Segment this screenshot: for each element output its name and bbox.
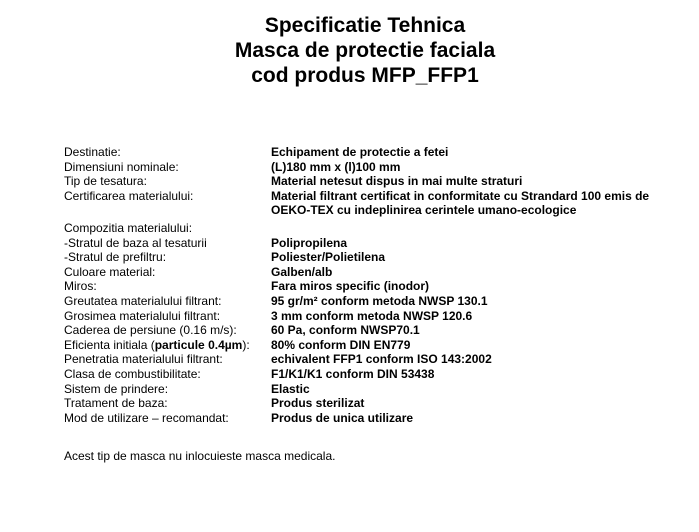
spec-row-cadere-presiune [64, 323, 684, 338]
spec-row-dimensiuni [64, 160, 684, 175]
title-line-1: Specificatie Tehnica [264, 14, 466, 37]
spec-value: (L)180 mm x (l)100 mm [271, 159, 401, 174]
spec-value: Elastic [271, 381, 310, 396]
spec-row-eficienta [64, 338, 684, 353]
spec-label: Penetratia materialului filtrant: [64, 352, 223, 367]
spec-row-tratament [64, 396, 684, 411]
spec-label: Greutatea materialului filtrant: [64, 293, 222, 308]
title-line-2: Masca de protectie faciala [234, 39, 496, 62]
spec-value: Galben/alb [271, 264, 333, 279]
spec-label: -Stratul de prefiltru: [64, 250, 167, 265]
document-title [0, 13, 699, 88]
spec-value: 60 Pa, conform NWSP70.1 [271, 323, 420, 338]
spec-row-culoare [64, 265, 684, 280]
spec-label: Tratament de baza: [64, 396, 168, 411]
spec-label [64, 338, 271, 353]
spec-value: Echipament de protectie a fetei [271, 145, 449, 159]
title-line-3: cod produs MFP_FFP1 [251, 64, 479, 87]
spec-row-miros [64, 279, 684, 294]
spec-value: 3 mm conform metoda NWSP 120.6 [271, 308, 473, 323]
spec-row-greutate [64, 294, 684, 309]
spec-value: Poliester/Polietilena [271, 250, 386, 265]
spec-value: Material netesut dispus in mai multe straturi [271, 174, 523, 189]
spec-value: Fara miros specific (inodor) [271, 279, 430, 294]
spec-row-tip-tesatura [64, 174, 684, 189]
spec-value: F1/K1/K1 conform DIN 53438 [271, 366, 435, 381]
spec-row-certificare [64, 189, 684, 218]
spec-value: Produs sterilizat [271, 396, 365, 411]
spec-row-grosime [64, 309, 684, 324]
spec-value: 80% conform DIN EN779 [271, 337, 411, 352]
spec-label: Culoare material: [64, 264, 156, 279]
spec-row-penetratie [64, 352, 684, 367]
spec-label: Miros: [64, 279, 97, 294]
spec-row-compozitie [64, 221, 684, 236]
spec-value: Material filtrant certificat in conformitate cu Strandard 100 emis de OEKO-TEX cu indeplinirea cerintele umano-ecologice [271, 188, 650, 218]
spec-label: Destinatie: [64, 145, 121, 159]
spec-label: Dimensiuni nominale: [64, 159, 179, 174]
spec-value: 95 gr/m² conform metoda NWSP 130.1 [271, 293, 488, 308]
spec-row-combustibilitate [64, 367, 684, 382]
spec-row-strat-prefiltru [64, 250, 684, 265]
spec-label: Tip de tesatura: [64, 174, 147, 189]
spec-label: Clasa de combustibilitate: [64, 366, 201, 381]
disclaimer-note: Acest tip de masca nu inlocuieste masca medicala. [64, 449, 336, 463]
spec-label: Grosimea materialului filtrant: [64, 308, 221, 323]
spec-value: echivalent FFP1 conform ISO 143:2002 [271, 352, 492, 367]
spec-label: Caderea de persiune (0.16 m/s): [64, 323, 237, 338]
spec-label-prefix: Eficienta initiala ( [64, 337, 155, 352]
spec-label-bold: particule 0.4µm [154, 337, 243, 352]
spec-row-strat-baza [64, 236, 684, 251]
spec-value: Polipropilena [271, 235, 348, 250]
spec-row-destinatie [64, 145, 684, 160]
spec-label: Certificarea materialului: [64, 188, 194, 203]
spec-label: Sistem de prindere: [64, 381, 169, 396]
spec-row-mod-utilizare [64, 411, 684, 426]
spec-label-suffix: ): [242, 337, 250, 352]
spec-label: -Stratul de baza al tesaturii [64, 235, 207, 250]
spec-value: Produs de unica utilizare [271, 410, 414, 425]
spec-label: Compozitia materialului: [64, 220, 193, 235]
spec-row-prindere [64, 382, 684, 397]
spec-value [271, 221, 681, 236]
spec-label: Mod de utilizare – recomandat: [64, 410, 229, 425]
specification-table [64, 145, 684, 425]
